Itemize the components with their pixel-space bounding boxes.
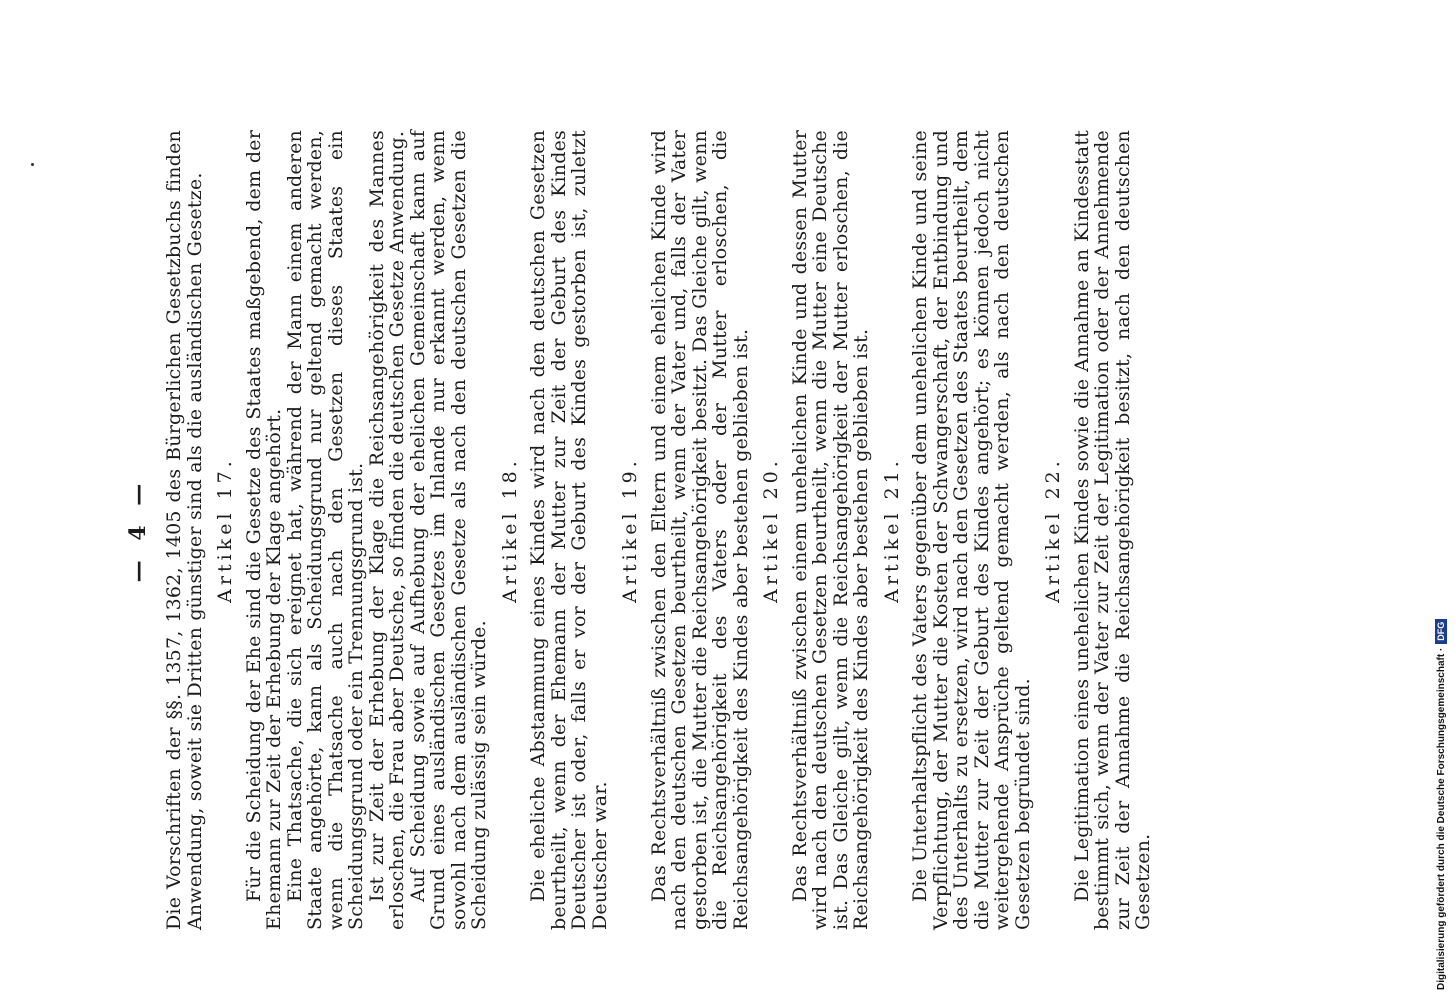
stamp-text: Digitalisierung gefördert durch die Deutsche Forschungsgemeinschaft · [1435, 647, 1447, 990]
scan-speck [31, 163, 34, 166]
digitization-stamp [1432, 0, 1450, 990]
article-heading: Artikel 18. [498, 457, 521, 603]
paragraph: Auf Scheidung sowie auf Aufhebung der ehelichen Gemeinschaft kann auf Grund eines ausländischen Gesetzes im Inlande nur erkannt werden, wenn sowohl nach dem ausländischen Gesetze als nach den deutschen Gesetzen die Scheidung zulässig sein würde. [406, 130, 490, 930]
article-heading: Artikel 17. [214, 457, 236, 603]
paragraph: Die Legitimation eines unehelichen Kindes sowie die Annahme an Kindesstatt bestimmt sich, wenn der Vater zur Zeit der Legitimation oder der Annehmende zur Zeit der Annahme die Reichsangehörigkeit besitzt, nach den deutschen Gesetzen. [1070, 130, 1154, 930]
paragraph: Ist zur Zeit der Erhebung der Klage die Reichsangehörigkeit des Mannes erloschen, die Frau aber Deutsche, so finden die deutschen Gesetze Anwendung. [365, 130, 408, 930]
paragraph: Die eheliche Abstammung eines Kindes wird nach den deutschen Gesetzen beurtheilt, wenn der Ehemann der Mutter zur Zeit der Geburt des Kindes Deutscher ist oder, falls er vor der Geburt des Kindes gestorben ist, zuletzt Deutscher war. [527, 130, 611, 930]
paragraph: Die Vorschriften der §§. 1357, 1362, 1405 des Bürgerlichen Gesetzbuchs finden Anwendung, soweit sie Dritten günstiger sind als die ausländischen Gesetze. [163, 130, 206, 930]
dfg-logo: DFG [1435, 619, 1447, 644]
article-heading: Artikel 22. [1042, 457, 1064, 603]
page-number: — 4 — [125, 477, 151, 583]
paragraph: Eine Thatsache, die sich ereignet hat, während der Mann einem anderen Staate angehörte, kann als Scheidungsgrund nur geltend gemacht werden, wenn die Thatsache auch nach den Gesetzen dieses Staates ein Scheidungsgrund oder ein Trennungsgrund ist. [283, 130, 367, 930]
rotated-text-block [125, 130, 1328, 930]
article-heading: Artikel 20. [760, 457, 782, 603]
document-body [164, 130, 1154, 930]
paragraph: Das Rechtsverhältniß zwischen den Eltern und einem ehelichen Kinde wird nach den deutschen Gesetzen beurtheilt, wenn der Vater und, falls der Vater gestorben ist, die Mutter die Reichsangehörigkeit besitzt. Das Gleiche gilt, wenn die Reichsangehörigkeit des Vaters oder der Mutter erloschen, die Reichsangehörigkeit des Kindes aber bestehen geblieben ist. [647, 130, 752, 930]
paragraph: Für die Scheidung der Ehe sind die Gesetze des Staates maßgebend, dem der Ehemann zur Zeit der Erhebung der Klage angehört. [242, 130, 285, 930]
paragraph: Das Rechtsverhältniß zwischen einem unehelichen Kinde und dessen Mutter wird nach den deutschen Gesetzen beurtheilt, wenn die Mutter eine Deutsche ist. Das Gleiche gilt, wenn die Reichsangehörigkeit der Mutter erloschen, die Reichsangehörigkeit des Kindes aber bestehen geblieben ist. [788, 130, 872, 930]
paragraph: Die Unterhaltspflicht des Vaters gegenüber dem unehelichen Kinde und seine Verpflichtung, der Mutter die Kosten der Schwangerschaft, der Entbindung und des Unterhalts zu ersetzen, wird nach den Gesetzen des Staates beurtheilt, dem die Mutter zur Zeit der Geburt des Kindes angehört; es können jedoch nicht weitergehende Ansprüche geltend gemacht werden, als nach den deutschen Gesetzen begründet sind. [909, 130, 1034, 930]
article-heading: Artikel 21. [880, 457, 903, 603]
article-heading: Artikel 19. [619, 457, 641, 603]
